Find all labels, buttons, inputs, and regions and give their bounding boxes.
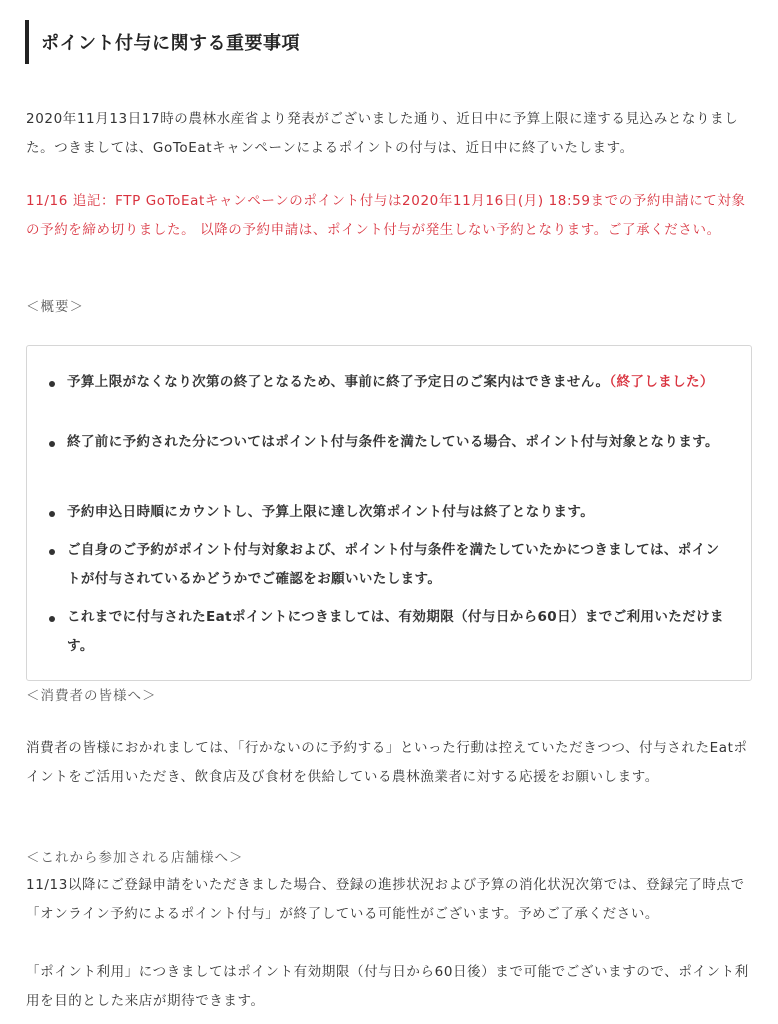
heading-text: ポイント付与に関する重要事項 (41, 33, 300, 54)
stores-paragraph: 11/13以降にご登録申請をいただきました場合、登録の進捗状況および予算の消化状況次第では、登録完了時点で「オンライン予約によるポイント付与」が終了している可能性がございます。予めご了承ください。 (26, 877, 745, 922)
notice-paragraph: 11/16 追記：FTP GoToEatキャンペーンのポイント付与は2020年11月16日(月) 18:59までの予約申請にて対象の予約を締め切りました。 以降の予約申請は、ポイント付与が発生しない予約となります。ご了承ください。 (26, 193, 746, 238)
bullet-icon (49, 616, 55, 622)
summary-item-text: これまでに付与されたEatポイントにつきましては、有効期限（付与日から60日）までご利用いただけます。 (67, 609, 724, 654)
stores-label: ＜これから参加される店舗様へ＞ (26, 850, 244, 866)
intro-paragraph: 2020年11月13日17時の農林水産省より発表がございました通り、近日中に予算上限に達する見込みとなりました。つきましては、GoToEatキャンペーンによるポイントの付与は、近日中に終了いたします。 (26, 111, 739, 156)
summary-text-0: 予算上限がなくなり次第の終了となるため、事前に終了予定日のご案内はできません。 (67, 374, 610, 390)
overview-label: ＜概要＞ (26, 299, 84, 315)
bullet-icon (49, 381, 55, 387)
summary-note-ended: （終了しました） (609, 374, 714, 390)
bullet-icon (49, 511, 55, 517)
summary-box (26, 345, 752, 681)
consumers-paragraph: 消費者の皆様におかれましては、「行かないのに予約する」といった行動は控えていただきつつ、付与されたEatポイントをご活用いただき、飲食店及び食材を供給している農林漁業者に対する応援をお願いします。 (26, 740, 748, 785)
section-heading (25, 20, 725, 64)
consumers-label: ＜消費者の皆様へ＞ (26, 688, 157, 704)
summary-item-text: ご自身のご予約がポイント付与対象および、ポイント付与条件を満たしていたかにつきましては、ポイントが付与されているかどうかでご確認をお願いいたします。 (67, 542, 720, 587)
summary-item-text: 予約申込日時順にカウントし、予算上限に達し次第ポイント付与は終了となります。 (67, 504, 595, 520)
bullet-icon (49, 441, 55, 447)
stores-paragraph-points: 「ポイント利用」につきましてはポイント有効期限（付与日から60日後）まで可能でございますので、ポイント利用を目的とした来店が期待できます。 (26, 964, 749, 1009)
bullet-icon (49, 549, 55, 555)
summary-item-text: 終了前に予約された分についてはポイント付与条件を満たしている場合、ポイント付与対象となります。 (67, 434, 719, 450)
summary-item-text (67, 368, 732, 397)
